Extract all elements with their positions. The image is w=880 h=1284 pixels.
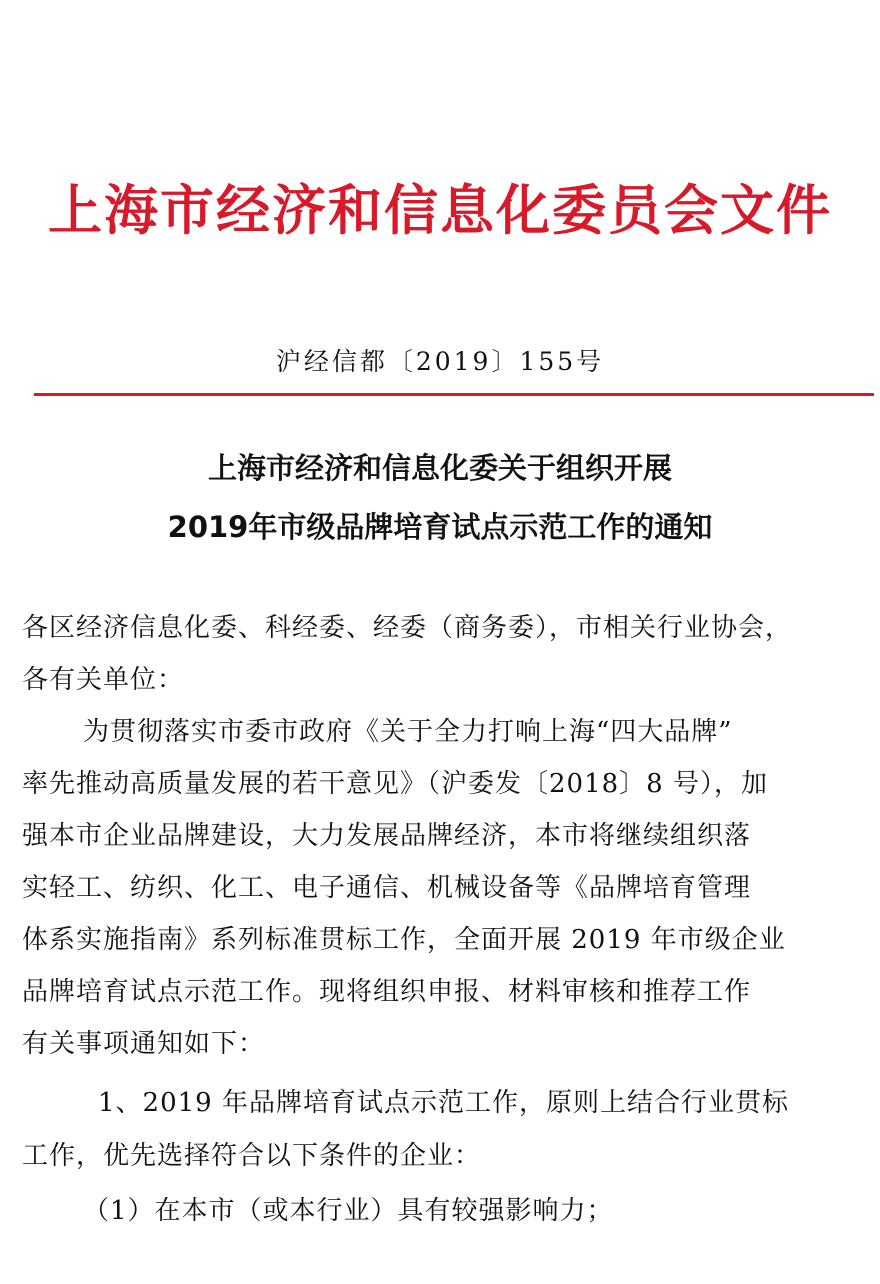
notice-title-line-1: 上海市经济和信息化委关于组织开展: [207, 451, 672, 485]
body-line: 有关事项通知如下：: [22, 1029, 266, 1059]
body-line: 强本市企业品牌建设，大力发展品牌经济，本市将继续组织落: [22, 821, 752, 851]
body-line: 实轻工、纺织、化工、电子通信、机械设备等《品牌培育管理: [22, 873, 752, 903]
body-line: 为贯彻落实市委市政府《关于全力打响上海“四大品牌”: [83, 717, 733, 747]
body-line: 品牌培育试点示范工作。现将组织申报、材料审核和推荐工作: [22, 977, 752, 1007]
notice-title-line-2: 2019年市级品牌培育试点示范工作的通知: [167, 510, 713, 544]
body-line: （1）在本市（或本行业）具有较强影响力；: [83, 1196, 614, 1226]
body-line: 率先推动高质量发展的若干意见》（沪委发〔2018〕8 号），加: [22, 769, 768, 799]
body-line: 工作，优先选择符合以下条件的企业：: [22, 1141, 482, 1171]
body-line: 体系实施指南》系列标准贯标工作，全面开展 2019 年市级企业: [22, 925, 786, 955]
body-line: 1、2019 年品牌培育试点示范工作，原则上结合行业贯标: [98, 1088, 789, 1118]
document-number: 沪经信都〔2019〕155号: [275, 347, 605, 376]
body-line: 各有关单位：: [22, 665, 185, 695]
red-divider: [34, 393, 874, 396]
document-header-title: 上海市经济和信息化委员会文件: [48, 179, 832, 242]
body-line: 各区经济信息化委、科经委、经委（商务委），市相关行业协会，: [22, 613, 793, 643]
